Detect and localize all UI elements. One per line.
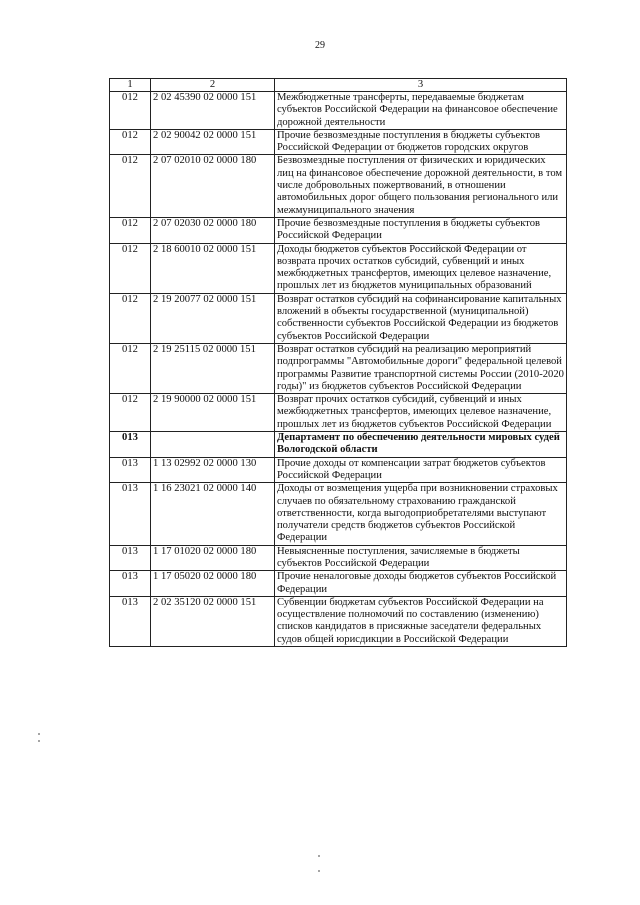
admin-code-cell: 013 xyxy=(110,483,151,545)
revenue-code-cell: 2 18 60010 02 0000 151 xyxy=(151,243,275,293)
description-cell: Прочие безвозмездные поступления в бюджеты субъектов Российской Федерации xyxy=(275,217,567,243)
table-row xyxy=(110,457,567,483)
description-cell: Доходы бюджетов субъектов Российской Федерации от возврата прочих остатков субсидий, субвенций и иных межбюджетных трансфертов, имеющих целевое назначение, прошлых лет из бюджетов муниципальных образований xyxy=(275,243,567,293)
table-row xyxy=(110,92,567,130)
revenue-codes-table xyxy=(109,78,567,647)
table-row xyxy=(110,545,567,571)
admin-code-cell: 013 xyxy=(110,432,151,458)
table-row xyxy=(110,293,567,343)
scan-speck xyxy=(318,870,320,872)
table-row xyxy=(110,155,567,217)
revenue-code-cell: 2 19 90000 02 0000 151 xyxy=(151,394,275,432)
description-cell: Межбюджетные трансферты, передаваемые бюджетам субъектов Российской Федерации на финансовое обеспечение дорожной деятельности xyxy=(275,92,567,130)
admin-code-cell: 012 xyxy=(110,129,151,155)
admin-code-cell: 012 xyxy=(110,293,151,343)
table-header-row xyxy=(110,79,567,92)
table-row xyxy=(110,394,567,432)
table-section-row xyxy=(110,432,567,458)
revenue-code-cell: 2 07 02010 02 0000 180 xyxy=(151,155,275,217)
revenue-code-cell: 2 02 90042 02 0000 151 xyxy=(151,129,275,155)
admin-code-cell: 012 xyxy=(110,394,151,432)
table-row xyxy=(110,243,567,293)
revenue-code-cell: 1 17 05020 02 0000 180 xyxy=(151,571,275,597)
admin-code-cell: 012 xyxy=(110,155,151,217)
description-cell: Безвозмездные поступления от физических и юридических лиц на финансовое обеспечение дорожной деятельности, в том числе добровольных пожертвований, в отношении автомобильных дорог общего пользования регионального или межмуниципального значения xyxy=(275,155,567,217)
header-col-3: 3 xyxy=(275,79,567,92)
revenue-code-cell xyxy=(151,432,275,458)
table-row xyxy=(110,483,567,545)
description-cell: Прочие доходы от компенсации затрат бюджетов субъектов Российской Федерации xyxy=(275,457,567,483)
admin-code-cell: 013 xyxy=(110,457,151,483)
revenue-code-cell: 1 13 02992 02 0000 130 xyxy=(151,457,275,483)
scan-speck xyxy=(38,733,40,735)
revenue-code-cell: 2 19 20077 02 0000 151 xyxy=(151,293,275,343)
revenue-code-cell: 2 07 02030 02 0000 180 xyxy=(151,217,275,243)
table-row xyxy=(110,217,567,243)
admin-code-cell: 013 xyxy=(110,596,151,646)
revenue-code-cell: 2 02 45390 02 0000 151 xyxy=(151,92,275,130)
revenue-code-cell: 2 02 35120 02 0000 151 xyxy=(151,596,275,646)
admin-code-cell: 013 xyxy=(110,571,151,597)
header-col-2: 2 xyxy=(151,79,275,92)
description-cell: Субвенции бюджетам субъектов Российской Федерации на осуществление полномочий по составлению (изменению) списков кандидатов в присяжные заседатели федеральных судов общей юрисдикции в Российской Федерации xyxy=(275,596,567,646)
admin-code-cell: 012 xyxy=(110,343,151,393)
description-cell: Возврат остатков субсидий на софинансирование капитальных вложений в объекты государственной (муниципальной) собственности субъектов Российской Федерации из бюджетов субъектов Российской Федерации xyxy=(275,293,567,343)
description-cell: Возврат прочих остатков субсидий, субвенций и иных межбюджетных трансфертов, имеющих целевое назначение, прошлых лет из бюджетов субъектов Российской Федерации xyxy=(275,394,567,432)
page-number: 29 xyxy=(315,40,325,51)
table-row xyxy=(110,571,567,597)
table-row xyxy=(110,596,567,646)
scan-speck xyxy=(38,740,40,742)
revenue-code-cell: 2 19 25115 02 0000 151 xyxy=(151,343,275,393)
scan-speck xyxy=(318,855,320,857)
description-cell: Прочие безвозмездные поступления в бюджеты субъектов Российской Федерации от бюджетов городских округов xyxy=(275,129,567,155)
admin-code-cell: 012 xyxy=(110,217,151,243)
description-cell: Доходы от возмещения ущерба при возникновении страховых случаев по обязательному страхованию гражданской ответственности, когда выгодоприобретателями выступают получатели средств бюджетов субъектов Российской Федерации xyxy=(275,483,567,545)
revenue-code-cell: 1 17 01020 02 0000 180 xyxy=(151,545,275,571)
admin-code-cell: 012 xyxy=(110,92,151,130)
admin-code-cell: 012 xyxy=(110,243,151,293)
description-cell: Прочие неналоговые доходы бюджетов субъектов Российской Федерации xyxy=(275,571,567,597)
table-row xyxy=(110,129,567,155)
admin-code-cell: 013 xyxy=(110,545,151,571)
description-cell: Возврат остатков субсидий на реализацию мероприятий подпрограммы "Автомобильные дороги" федеральной целевой программы Развитие транспортной системы России (2010-2020 годы)" из бюджетов субъектов Российской Федерации xyxy=(275,343,567,393)
table-row xyxy=(110,343,567,393)
revenue-code-cell: 1 16 23021 02 0000 140 xyxy=(151,483,275,545)
header-col-1: 1 xyxy=(110,79,151,92)
table-body xyxy=(110,92,567,647)
description-cell: Департамент по обеспечению деятельности мировых судей Вологодской области xyxy=(275,432,567,458)
description-cell: Невыясненные поступления, зачисляемые в бюджеты субъектов Российской Федерации xyxy=(275,545,567,571)
